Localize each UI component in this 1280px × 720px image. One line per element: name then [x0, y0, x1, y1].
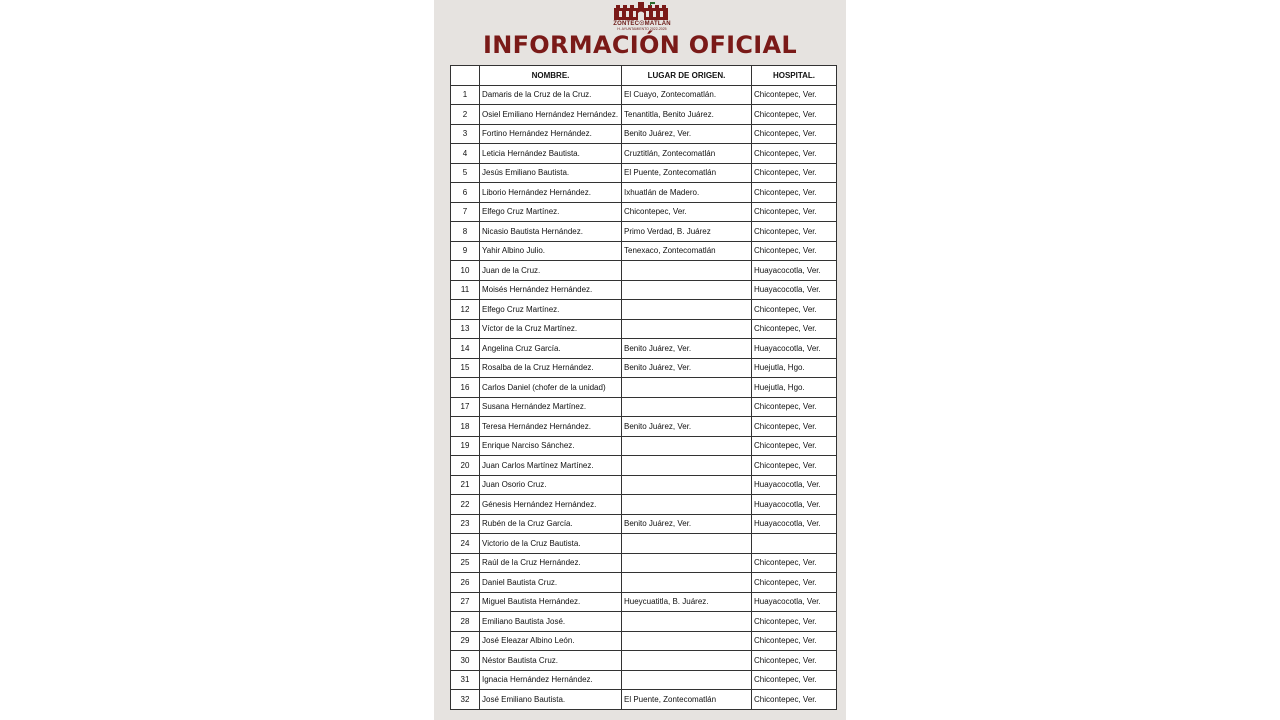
row-name: Teresa Hernández Hernández. — [480, 417, 622, 437]
row-origin: Primo Verdad, B. Juárez — [622, 222, 752, 242]
table-row — [451, 592, 837, 612]
page-title: INFORMACIÓN OFICIAL — [483, 31, 797, 59]
row-number: 28 — [451, 612, 480, 632]
row-origin: Ixhuatlán de Madero. — [622, 183, 752, 203]
row-number: 21 — [451, 475, 480, 495]
table-row — [451, 222, 837, 242]
row-origin: El Puente, Zontecomatlán — [622, 163, 752, 183]
row-number: 16 — [451, 378, 480, 398]
row-number: 26 — [451, 573, 480, 593]
row-number: 18 — [451, 417, 480, 437]
row-number: 25 — [451, 553, 480, 573]
row-hospital: Chicontepec, Ver. — [752, 612, 837, 632]
row-origin — [622, 397, 752, 417]
row-number: 7 — [451, 202, 480, 222]
row-origin: El Puente, Zontecomatlán — [622, 690, 752, 710]
row-number: 15 — [451, 358, 480, 378]
table-row — [451, 261, 837, 281]
row-origin: Benito Juárez, Ver. — [622, 514, 752, 534]
row-hospital: Chicontepec, Ver. — [752, 105, 837, 125]
row-number: 14 — [451, 339, 480, 359]
row-hospital: Huayacocotla, Ver. — [752, 592, 837, 612]
table-row — [451, 612, 837, 632]
row-hospital: Chicontepec, Ver. — [752, 241, 837, 261]
row-name: Elfego Cruz Martínez. — [480, 202, 622, 222]
row-name: Carlos Daniel (chofer de la unidad) — [480, 378, 622, 398]
row-name: Génesis Hernández Hernández. — [480, 495, 622, 515]
row-origin — [622, 475, 752, 495]
table-row — [451, 339, 837, 359]
table-row — [451, 85, 837, 105]
row-origin — [622, 261, 752, 281]
row-origin: Benito Juárez, Ver. — [622, 339, 752, 359]
official-info-poster — [434, 0, 846, 720]
row-origin — [622, 553, 752, 573]
row-number: 32 — [451, 690, 480, 710]
table-row — [451, 358, 837, 378]
row-name: Rubén de la Cruz García. — [480, 514, 622, 534]
row-hospital: Chicontepec, Ver. — [752, 670, 837, 690]
logo-subtitle: H. AYUNTAMIENTO 2022-2025 — [617, 27, 667, 31]
row-hospital: Chicontepec, Ver. — [752, 397, 837, 417]
row-number: 8 — [451, 222, 480, 242]
row-origin: Tenantitla, Benito Juárez. — [622, 105, 752, 125]
row-origin — [622, 573, 752, 593]
row-name: Rosalba de la Cruz Hernández. — [480, 358, 622, 378]
row-name: Elfego Cruz Martínez. — [480, 300, 622, 320]
row-name: Ignacia Hernández Hernández. — [480, 670, 622, 690]
row-origin — [622, 534, 752, 554]
row-name: Juan Carlos Martínez Martínez. — [480, 456, 622, 476]
row-hospital — [752, 534, 837, 554]
row-hospital: Huayacocotla, Ver. — [752, 475, 837, 495]
row-origin — [622, 378, 752, 398]
row-hospital: Chicontepec, Ver. — [752, 144, 837, 164]
row-name: Néstor Bautista Cruz. — [480, 651, 622, 671]
row-origin — [622, 300, 752, 320]
row-hospital: Huayacocotla, Ver. — [752, 280, 837, 300]
row-name: Yahir Albino Julio. — [480, 241, 622, 261]
table-row — [451, 183, 837, 203]
table-row — [451, 280, 837, 300]
row-number: 24 — [451, 534, 480, 554]
row-origin: Tenexaco, Zontecomatlán — [622, 241, 752, 261]
row-hospital: Chicontepec, Ver. — [752, 631, 837, 651]
column-header-number — [451, 66, 480, 86]
row-name: José Emiliano Bautista. — [480, 690, 622, 710]
row-origin: Chicontepec, Ver. — [622, 202, 752, 222]
row-hospital: Chicontepec, Ver. — [752, 183, 837, 203]
row-hospital: Chicontepec, Ver. — [752, 124, 837, 144]
row-name: Moisés Hernández Hernández. — [480, 280, 622, 300]
table-row — [451, 105, 837, 125]
table-row — [451, 514, 837, 534]
row-origin — [622, 651, 752, 671]
row-hospital: Huayacocotla, Ver. — [752, 339, 837, 359]
table-row — [451, 475, 837, 495]
row-origin — [622, 495, 752, 515]
row-number: 3 — [451, 124, 480, 144]
row-number: 22 — [451, 495, 480, 515]
row-hospital: Chicontepec, Ver. — [752, 202, 837, 222]
table-row — [451, 651, 837, 671]
row-origin — [622, 319, 752, 339]
row-number: 19 — [451, 436, 480, 456]
row-name: Víctor de la Cruz Martínez. — [480, 319, 622, 339]
row-number: 31 — [451, 670, 480, 690]
column-header-name: NOMBRE. — [480, 66, 622, 86]
row-number: 4 — [451, 144, 480, 164]
row-number: 17 — [451, 397, 480, 417]
column-header-origin: LUGAR DE ORIGEN. — [622, 66, 752, 86]
table-row — [451, 124, 837, 144]
table-row — [451, 319, 837, 339]
row-hospital: Chicontepec, Ver. — [752, 417, 837, 437]
row-origin: Cruztitlán, Zontecomatlán — [622, 144, 752, 164]
row-number: 30 — [451, 651, 480, 671]
row-name: Fortino Hernández Hernández. — [480, 124, 622, 144]
row-name: Victorio de la Cruz Bautista. — [480, 534, 622, 554]
table-row — [451, 534, 837, 554]
row-origin — [622, 670, 752, 690]
table-row — [451, 436, 837, 456]
row-origin: Hueycuatitla, B. Juárez. — [622, 592, 752, 612]
table-row — [451, 670, 837, 690]
row-name: Miguel Bautista Hernández. — [480, 592, 622, 612]
table-row — [451, 495, 837, 515]
table-row — [451, 456, 837, 476]
row-name: Emiliano Bautista José. — [480, 612, 622, 632]
table-row — [451, 417, 837, 437]
table-row — [451, 690, 837, 710]
row-number: 23 — [451, 514, 480, 534]
row-name: Juan Osorio Cruz. — [480, 475, 622, 495]
row-hospital: Chicontepec, Ver. — [752, 456, 837, 476]
row-hospital: Huejutla, Hgo. — [752, 358, 837, 378]
table-row — [451, 553, 837, 573]
table-row — [451, 573, 837, 593]
logo-wordmark: ZONTEC☉MATLÁN — [613, 21, 671, 27]
row-number: 27 — [451, 592, 480, 612]
row-hospital: Huayacocotla, Ver. — [752, 495, 837, 515]
row-origin: El Cuayo, Zontecomatlán. — [622, 85, 752, 105]
row-number: 29 — [451, 631, 480, 651]
row-name: Liborio Hernández Hernández. — [480, 183, 622, 203]
table-row — [451, 631, 837, 651]
table-row — [451, 397, 837, 417]
row-number: 11 — [451, 280, 480, 300]
column-header-hospital: HOSPITAL. — [752, 66, 837, 86]
row-hospital: Chicontepec, Ver. — [752, 553, 837, 573]
row-hospital: Chicontepec, Ver. — [752, 319, 837, 339]
table-row — [451, 163, 837, 183]
row-origin — [622, 631, 752, 651]
row-name: José Eleazar Albino León. — [480, 631, 622, 651]
row-origin — [622, 456, 752, 476]
row-name: Daniel Bautista Cruz. — [480, 573, 622, 593]
row-number: 6 — [451, 183, 480, 203]
row-origin: Benito Juárez, Ver. — [622, 358, 752, 378]
row-origin — [622, 280, 752, 300]
row-number: 2 — [451, 105, 480, 125]
row-hospital: Huayacocotla, Ver. — [752, 261, 837, 281]
row-name: Nicasio Bautista Hernández. — [480, 222, 622, 242]
row-name: Jesús Emiliano Bautista. — [480, 163, 622, 183]
row-number: 10 — [451, 261, 480, 281]
table-row — [451, 378, 837, 398]
row-hospital: Chicontepec, Ver. — [752, 222, 837, 242]
row-number: 1 — [451, 85, 480, 105]
table-row — [451, 144, 837, 164]
row-hospital: Chicontepec, Ver. — [752, 436, 837, 456]
row-name: Angelina Cruz García. — [480, 339, 622, 359]
row-hospital: Huejutla, Hgo. — [752, 378, 837, 398]
row-origin — [622, 612, 752, 632]
row-hospital: Chicontepec, Ver. — [752, 690, 837, 710]
row-hospital: Chicontepec, Ver. — [752, 651, 837, 671]
row-name: Leticia Hernández Bautista. — [480, 144, 622, 164]
row-number: 9 — [451, 241, 480, 261]
table-row — [451, 300, 837, 320]
table-body — [451, 85, 837, 709]
row-number: 5 — [451, 163, 480, 183]
row-name: Damaris de la Cruz de la Cruz. — [480, 85, 622, 105]
table-header-row — [451, 66, 837, 86]
table-row — [451, 241, 837, 261]
row-hospital: Huayacocotla, Ver. — [752, 514, 837, 534]
row-name: Juan de la Cruz. — [480, 261, 622, 281]
row-name: Susana Hernández Martínez. — [480, 397, 622, 417]
row-name: Raúl de la Cruz Hernández. — [480, 553, 622, 573]
row-name: Enrique Narciso Sánchez. — [480, 436, 622, 456]
row-origin: Benito Juárez, Ver. — [622, 124, 752, 144]
victims-table — [450, 65, 837, 710]
row-number: 20 — [451, 456, 480, 476]
row-hospital: Chicontepec, Ver. — [752, 163, 837, 183]
row-hospital: Chicontepec, Ver. — [752, 573, 837, 593]
row-origin: Benito Juárez, Ver. — [622, 417, 752, 437]
row-number: 13 — [451, 319, 480, 339]
table-row — [451, 202, 837, 222]
row-hospital: Chicontepec, Ver. — [752, 300, 837, 320]
row-origin — [622, 436, 752, 456]
row-name: Osiel Emiliano Hernández Hernández. — [480, 105, 622, 125]
row-hospital: Chicontepec, Ver. — [752, 85, 837, 105]
row-number: 12 — [451, 300, 480, 320]
